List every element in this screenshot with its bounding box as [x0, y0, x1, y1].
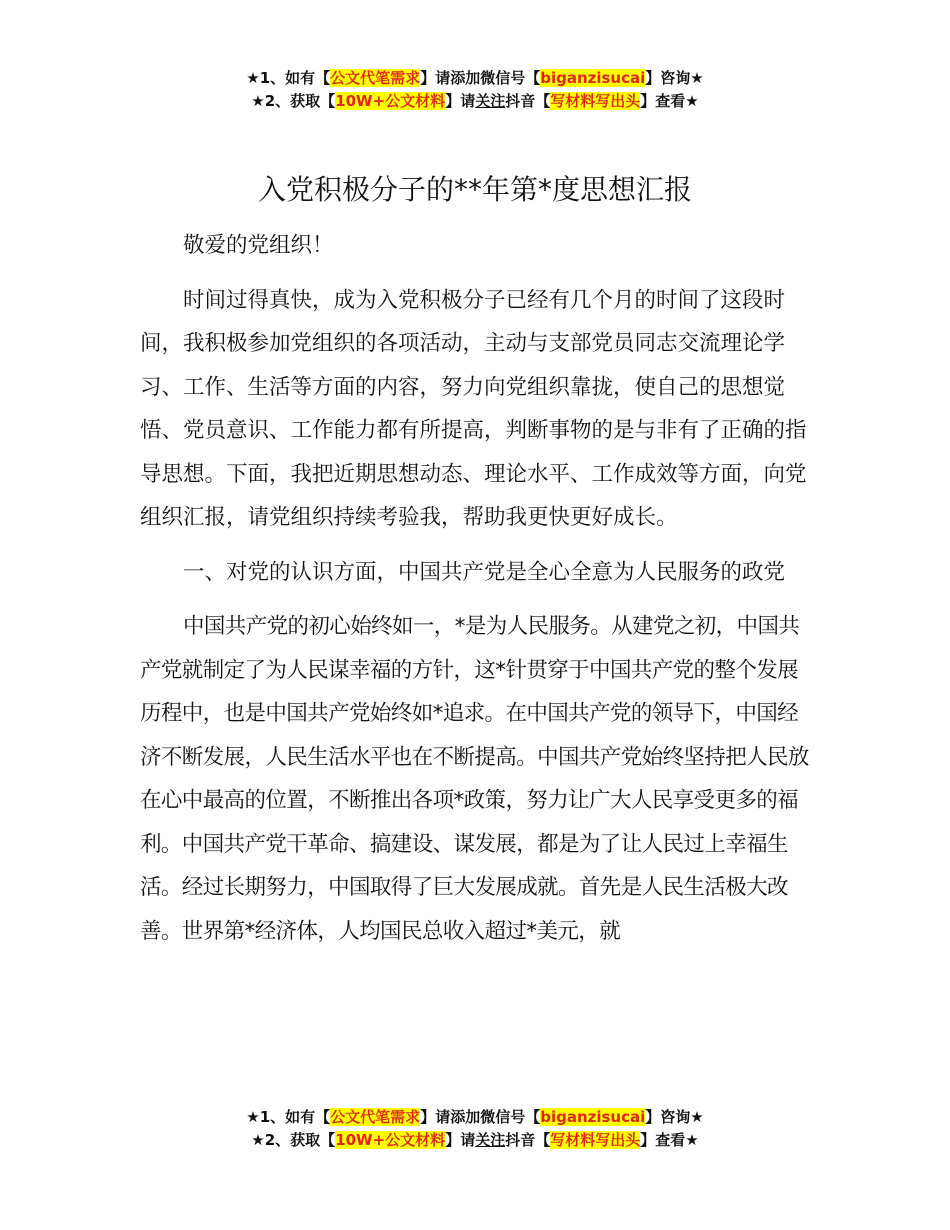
banner-line-1	[0, 1106, 950, 1129]
banner-highlight: 10W+公文材料	[335, 92, 446, 110]
banner-text: ★2、获取【	[251, 92, 336, 110]
banner-text: 抖音【	[505, 92, 551, 110]
header-banner	[0, 67, 950, 113]
banner-text: 抖音【	[505, 1131, 551, 1149]
banner-text: 】请	[445, 92, 476, 110]
douyin-account-highlight: 写材料写出头	[550, 92, 641, 110]
banner-underlined-text: 关注	[475, 1131, 506, 1149]
banner-text: 】请添加微信号【	[420, 1108, 541, 1126]
section-heading: 一、对党的认识方面，中国共产党是全心全意为人民服务的政党	[183, 559, 786, 585]
salutation: 敬爱的党组织！	[183, 233, 334, 258]
banner-text: 】查看★	[640, 92, 699, 110]
paragraph-intro: 时间过得真快，成为入党积极分子已经有几个月的时间了这段时间，我积极参加党组织的各项活动，主动与支部党员同志交流理论学习、工作、生活等方面的内容，努力向党组织靠拢，使自己的思想觉悟、党员意识、工作能力都有所提高，判断事物的是与非有了正确的指导思想。下面，我把近期思想动态、理论水平、工作成效等方面，向党组织汇报，请党组织持续考验我，帮助我更快更好成长。	[140, 287, 807, 530]
paragraph-body: 中国共产党的初心始终如一，*是为人民服务。从建党之初，中国共产党就制定了为人民谋幸福的方针，这*针贯穿于中国共产党的整个发展历程中，也是中国共产党始终如*追求。在中国共产党的领导下，中国经济不断发展，人民生活水平也在不断提高。中国共产党始终坚持把人民放在心中最高的位置，不断推出各项*政策，努力让广大人民享受更多的福利。中国共产党干革命、搞建设、谋发展，都是为了让人民过上幸福生活。经过长期努力，中国取得了巨大发展成就。首先是人民生活极大改善。世界第*经济体，人均国民总收入超过*美元，就	[140, 614, 809, 944]
banner-line-2	[0, 1129, 950, 1152]
banner-text: ★1、如有【	[246, 69, 331, 87]
banner-underlined-text: 关注	[475, 92, 506, 110]
banner-text: 】咨询★	[645, 1108, 704, 1126]
wechat-id-highlight: biganzisucai	[540, 1108, 646, 1126]
banner-text: 】请	[445, 1131, 476, 1149]
banner-highlight: 10W+公文材料	[335, 1131, 446, 1149]
banner-text: 】请添加微信号【	[420, 69, 541, 87]
banner-line-2	[0, 90, 950, 113]
banner-text: ★1、如有【	[246, 1108, 331, 1126]
banner-highlight: 公文代笔需求	[330, 1108, 421, 1126]
document-title: 入党积极分子的**年第*度思想汇报	[257, 173, 692, 206]
douyin-account-highlight: 写材料写出头	[550, 1131, 641, 1149]
banner-text: 】查看★	[640, 1131, 699, 1149]
banner-text: ★2、获取【	[251, 1131, 336, 1149]
banner-line-1	[0, 67, 950, 90]
footer-banner	[0, 1106, 950, 1152]
banner-text: 】咨询★	[645, 69, 704, 87]
document-body	[140, 224, 816, 964]
wechat-id-highlight: biganzisucai	[540, 69, 646, 87]
banner-highlight: 公文代笔需求	[330, 69, 421, 87]
